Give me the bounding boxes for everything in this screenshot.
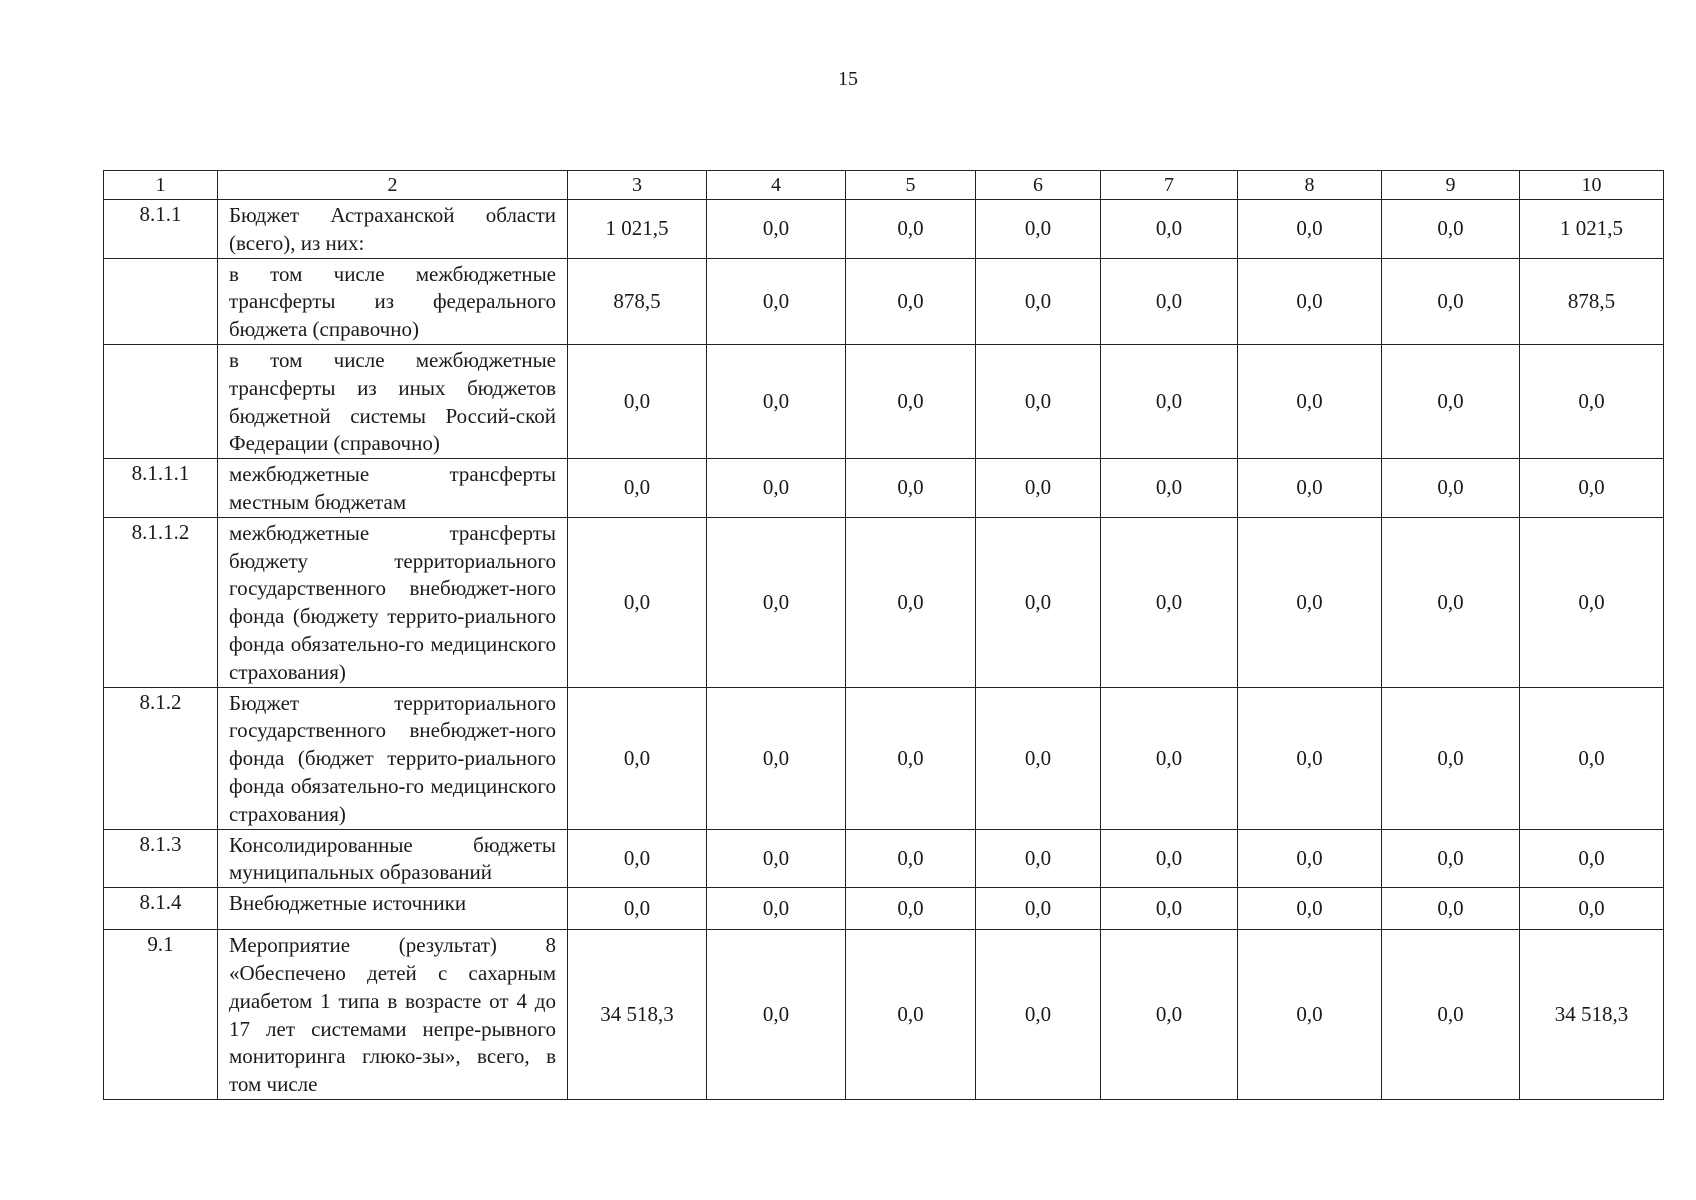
header-cell: 7 — [1101, 171, 1238, 200]
table-row — [104, 344, 1664, 458]
value-cell: 0,0 — [1238, 829, 1382, 888]
value-cell: 0,0 — [846, 344, 976, 458]
value-cell: 0,0 — [846, 459, 976, 518]
value-cell: 0,0 — [1520, 829, 1664, 888]
row-code: 9.1 — [104, 930, 218, 1100]
header-cell: 8 — [1238, 171, 1382, 200]
table-row — [104, 829, 1664, 888]
row-name: Бюджет Астраханской области (всего), из них: — [218, 200, 568, 259]
header-cell: 9 — [1382, 171, 1520, 200]
value-cell: 0,0 — [846, 888, 976, 930]
value-cell: 0,0 — [707, 200, 846, 259]
header-cell: 6 — [976, 171, 1101, 200]
value-cell: 0,0 — [1520, 517, 1664, 687]
value-cell: 878,5 — [568, 258, 707, 344]
table-row — [104, 517, 1664, 687]
value-cell: 0,0 — [568, 344, 707, 458]
value-cell: 0,0 — [1382, 888, 1520, 930]
value-cell: 0,0 — [1238, 517, 1382, 687]
value-cell: 34 518,3 — [568, 930, 707, 1100]
table-row — [104, 459, 1664, 518]
value-cell: 0,0 — [976, 459, 1101, 518]
value-cell: 0,0 — [976, 517, 1101, 687]
value-cell: 0,0 — [707, 517, 846, 687]
value-cell: 0,0 — [976, 930, 1101, 1100]
value-cell: 0,0 — [1101, 258, 1238, 344]
value-cell: 0,0 — [1238, 687, 1382, 829]
value-cell: 0,0 — [1382, 459, 1520, 518]
value-cell: 0,0 — [976, 888, 1101, 930]
row-name: Мероприятие (результат) 8 «Обеспечено детей с сахарным диабетом 1 типа в возрасте от 4 до 17 лет системами непре-рывного мониторинга глюко-зы», всего, в том числе — [218, 930, 568, 1100]
table-row — [104, 258, 1664, 344]
value-cell: 0,0 — [846, 258, 976, 344]
value-cell: 0,0 — [1382, 517, 1520, 687]
header-cell: 4 — [707, 171, 846, 200]
value-cell: 0,0 — [1238, 200, 1382, 259]
value-cell: 0,0 — [1238, 459, 1382, 518]
budget-table — [103, 170, 1664, 1100]
value-cell: 0,0 — [846, 200, 976, 259]
value-cell: 0,0 — [707, 344, 846, 458]
row-code — [104, 344, 218, 458]
value-cell: 0,0 — [976, 200, 1101, 259]
header-cell: 5 — [846, 171, 976, 200]
value-cell: 0,0 — [1520, 344, 1664, 458]
value-cell: 0,0 — [707, 258, 846, 344]
value-cell: 0,0 — [1520, 888, 1664, 930]
value-cell: 0,0 — [568, 459, 707, 518]
row-name: в том числе межбюджетные трансферты из иных бюджетов бюджетной системы Россий-ской Федерации (справочно) — [218, 344, 568, 458]
header-cell: 3 — [568, 171, 707, 200]
header-cell: 10 — [1520, 171, 1664, 200]
row-name: Консолидированные бюджеты муниципальных образований — [218, 829, 568, 888]
page-number: 15 — [838, 68, 858, 90]
row-name: Бюджет территориального государственного внебюджет-ного фонда (бюджет террито-риального фонда обязательно-го медицинского страхования) — [218, 687, 568, 829]
row-code — [104, 258, 218, 344]
value-cell: 1 021,5 — [568, 200, 707, 259]
value-cell: 0,0 — [1101, 687, 1238, 829]
header-row — [104, 171, 1664, 200]
value-cell: 0,0 — [1101, 344, 1238, 458]
value-cell: 0,0 — [1101, 888, 1238, 930]
value-cell: 0,0 — [1520, 687, 1664, 829]
header-cell: 2 — [218, 171, 568, 200]
row-code: 8.1.4 — [104, 888, 218, 930]
value-cell: 0,0 — [568, 829, 707, 888]
value-cell: 0,0 — [976, 258, 1101, 344]
table-row — [104, 687, 1664, 829]
header-cell: 1 — [104, 171, 218, 200]
value-cell: 0,0 — [1382, 687, 1520, 829]
row-name: Внебюджетные источники — [218, 888, 568, 930]
value-cell: 0,0 — [1382, 258, 1520, 344]
value-cell: 0,0 — [1101, 829, 1238, 888]
value-cell: 0,0 — [1101, 517, 1238, 687]
value-cell: 0,0 — [846, 930, 976, 1100]
value-cell: 0,0 — [707, 687, 846, 829]
value-cell: 0,0 — [846, 829, 976, 888]
value-cell: 878,5 — [1520, 258, 1664, 344]
value-cell: 0,0 — [976, 344, 1101, 458]
table-row — [104, 888, 1664, 930]
value-cell: 0,0 — [568, 687, 707, 829]
row-code: 8.1.1.1 — [104, 459, 218, 518]
value-cell: 0,0 — [1238, 344, 1382, 458]
row-code: 8.1.2 — [104, 687, 218, 829]
row-code: 8.1.1 — [104, 200, 218, 259]
row-name: в том числе межбюджетные трансферты из федерального бюджета (справочно) — [218, 258, 568, 344]
value-cell: 0,0 — [1101, 200, 1238, 259]
row-code: 8.1.3 — [104, 829, 218, 888]
value-cell: 0,0 — [1101, 930, 1238, 1100]
value-cell: 0,0 — [1520, 459, 1664, 518]
value-cell: 0,0 — [976, 829, 1101, 888]
value-cell: 0,0 — [1101, 459, 1238, 518]
value-cell: 1 021,5 — [1520, 200, 1664, 259]
table-row — [104, 200, 1664, 259]
value-cell: 0,0 — [1382, 200, 1520, 259]
value-cell: 0,0 — [1238, 888, 1382, 930]
value-cell: 0,0 — [1382, 344, 1520, 458]
value-cell: 0,0 — [707, 829, 846, 888]
value-cell: 0,0 — [1382, 930, 1520, 1100]
value-cell: 0,0 — [1382, 829, 1520, 888]
value-cell: 0,0 — [707, 888, 846, 930]
table-row — [104, 930, 1664, 1100]
value-cell: 0,0 — [568, 888, 707, 930]
row-name: межбюджетные трансферты местным бюджетам — [218, 459, 568, 518]
value-cell: 0,0 — [1238, 930, 1382, 1100]
value-cell: 0,0 — [707, 930, 846, 1100]
value-cell: 34 518,3 — [1520, 930, 1664, 1100]
value-cell: 0,0 — [1238, 258, 1382, 344]
row-name: межбюджетные трансферты бюджету территориального государственного внебюджет-ного фонда (бюджету террито-риального фонда обязательно-го медицинского страхования) — [218, 517, 568, 687]
value-cell: 0,0 — [568, 517, 707, 687]
value-cell: 0,0 — [846, 687, 976, 829]
row-code: 8.1.1.2 — [104, 517, 218, 687]
value-cell: 0,0 — [976, 687, 1101, 829]
value-cell: 0,0 — [707, 459, 846, 518]
value-cell: 0,0 — [846, 517, 976, 687]
